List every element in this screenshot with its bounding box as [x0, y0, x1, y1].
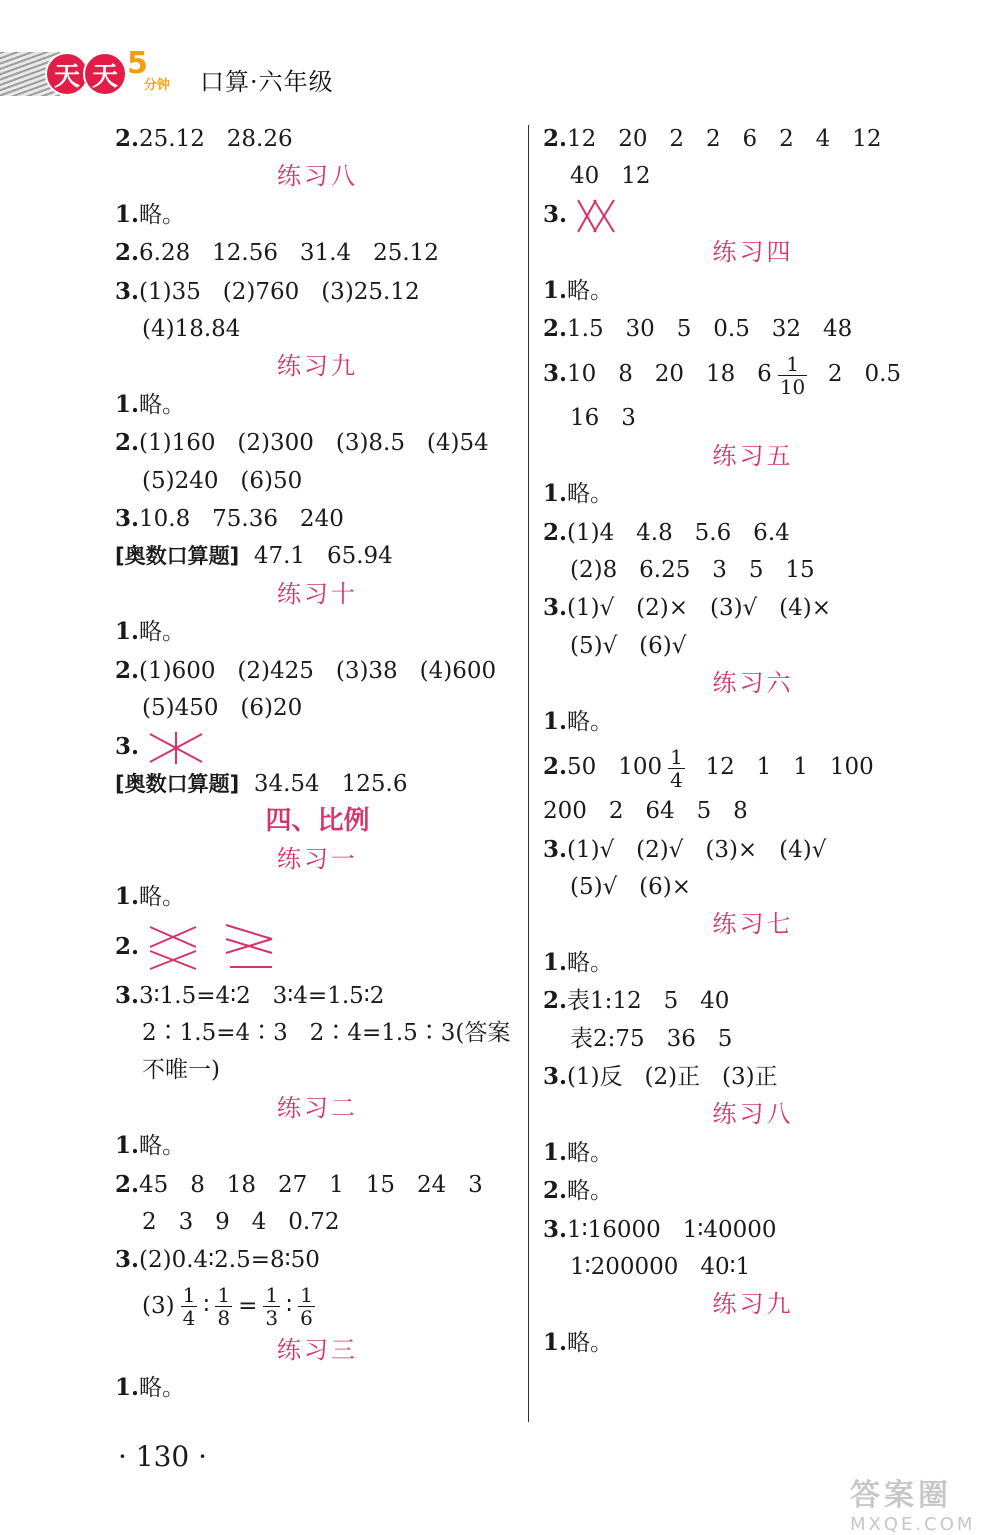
- answer-line: [115, 613, 520, 651]
- watermark-url: MXQE.COM: [850, 1514, 976, 1535]
- book-logo: [45, 45, 170, 96]
- answer-text: 1∶200000 40∶1: [570, 1253, 751, 1280]
- question-number: 1.: [115, 390, 140, 418]
- answer-text: (4)18.84: [142, 316, 241, 343]
- question-number: 2.: [115, 125, 140, 152]
- answer-line: [543, 1324, 963, 1362]
- answer-text: 47.1 65.94: [239, 543, 393, 570]
- question-number: 1.: [115, 200, 140, 228]
- logo-ball: 天: [83, 52, 127, 96]
- section-heading: 练习三: [277, 1335, 358, 1364]
- answer-line: [115, 1204, 520, 1241]
- question-number: 1.: [115, 883, 140, 911]
- answer-line: [543, 1211, 963, 1249]
- answer-text: 1.5 30 5 0.5 32 48: [567, 316, 853, 343]
- ratio-sign: ∶: [203, 1292, 210, 1319]
- answer-text: (2)0.4∶2.5=8∶50: [139, 1247, 320, 1274]
- page-header: [0, 40, 520, 110]
- answer-line: [543, 310, 963, 348]
- answer-line: [115, 652, 520, 690]
- answer-text: (5)√ (6)√: [570, 632, 687, 659]
- answer-line: [115, 977, 520, 1015]
- question-number: 1.: [543, 948, 568, 976]
- section-heading: 练习十: [277, 579, 358, 608]
- fraction: [298, 1284, 315, 1329]
- answer-line: [115, 1369, 520, 1407]
- question-number: 3.: [115, 505, 140, 533]
- book-title: 口算·六年级: [200, 68, 334, 96]
- right-column: [543, 120, 963, 1362]
- answer-text: 1∶16000 1∶40000: [567, 1216, 777, 1243]
- fraction-denominator: 6: [300, 1306, 313, 1331]
- answer-text: 略。: [567, 277, 614, 304]
- answer-line: [115, 1052, 520, 1089]
- answer-line: [543, 1021, 963, 1058]
- answer-line: [543, 348, 963, 400]
- answer-line: [543, 514, 963, 552]
- answer-line: [543, 628, 963, 665]
- answer-text: 略。: [567, 708, 614, 735]
- answer-text: (1)35 (2)760 (3)25.12: [139, 278, 420, 305]
- answer-text: 略。: [567, 481, 614, 508]
- ratio-sign: ∶: [286, 1292, 293, 1319]
- fraction: [215, 1284, 232, 1329]
- answer-text: 12 20 2 2 6 2 4 12: [567, 126, 882, 152]
- answer-text: 25.12 28.26: [139, 126, 293, 152]
- answer-text: 2 3 9 4 0.72: [142, 1208, 340, 1235]
- question-number: 1.: [543, 480, 568, 508]
- answer-text: 略。: [567, 949, 614, 976]
- answer-text: 45 8 18 27 1 15 24 3: [139, 1171, 483, 1198]
- answer-line: [115, 690, 520, 727]
- fraction-numerator: 1: [182, 1283, 196, 1308]
- answer-line: [543, 475, 963, 513]
- fraction: [778, 353, 807, 398]
- question-number: 3.: [115, 277, 140, 305]
- answer-line: [543, 1134, 963, 1172]
- question-number: 2.: [543, 315, 568, 343]
- fraction-denominator: 4: [670, 767, 683, 792]
- answer-text: 3∶1.5=4∶2 3∶4=1.5∶2: [139, 982, 385, 1009]
- answer-line: [115, 878, 520, 916]
- chapter-heading: 四、比例: [265, 806, 370, 837]
- answer-line: [115, 386, 520, 424]
- answer-line: [543, 158, 963, 195]
- question-number: 1.: [543, 707, 568, 735]
- answer-text: (1)4 4.8 5.6 6.4: [567, 519, 790, 546]
- answer-line: [115, 917, 520, 977]
- question-number: 1.: [115, 1132, 140, 1160]
- matching-lines-crossed: [146, 921, 276, 975]
- fraction-numerator: 1: [265, 1283, 279, 1308]
- fraction: [668, 746, 685, 791]
- answer-line: [543, 196, 963, 234]
- watermark-logo: 答案圈: [850, 1478, 952, 1513]
- question-number: 2.: [543, 518, 568, 546]
- answer-line: [543, 1172, 963, 1210]
- section-heading: 练习九: [712, 1290, 794, 1319]
- answer-text: 略。: [139, 619, 186, 646]
- question-number: 1.: [543, 1328, 568, 1356]
- answer-text: 40 12: [570, 163, 651, 190]
- section-heading: 练习五: [712, 441, 794, 470]
- question-number: 2.: [115, 1170, 140, 1198]
- answer-line: [543, 1249, 963, 1286]
- answer-text: 略。: [139, 391, 186, 418]
- answer-text: 略。: [139, 1133, 186, 1160]
- question-number: 1.: [115, 1374, 140, 1402]
- answer-text: 10.8 75.36 240: [139, 506, 344, 533]
- section-heading: 练习一: [277, 844, 358, 873]
- question-number: 2.: [543, 987, 568, 1015]
- column-divider: [528, 125, 529, 1422]
- answer-text: (1)600 (2)425 (3)38 (4)600: [139, 657, 497, 684]
- answer-text: 16 3: [570, 405, 636, 432]
- question-number: 3.: [543, 594, 568, 622]
- answer-text: 略。: [139, 884, 186, 911]
- answer-line: [115, 234, 520, 272]
- question-number: 3.: [115, 1246, 140, 1274]
- answer-line: [543, 272, 963, 310]
- answer-line: [115, 728, 520, 766]
- left-column: [115, 120, 520, 1408]
- answer-text: (1)√ (2)× (3)√ (4)×: [567, 595, 831, 622]
- question-number: 3.: [115, 981, 140, 1009]
- logo-ball: 天: [45, 52, 89, 96]
- answer-text: 200 2 64 5 8: [543, 798, 748, 825]
- section-heading: 练习六: [712, 669, 794, 698]
- equals-sign: =: [238, 1292, 258, 1319]
- question-number: 3.: [543, 1062, 568, 1090]
- question-number: 1.: [543, 1138, 568, 1166]
- answer-line: [115, 1241, 520, 1279]
- answer-line: [115, 196, 520, 234]
- question-number: 3.: [543, 200, 568, 228]
- fraction-numerator: 1: [217, 1283, 231, 1308]
- answer-line: [543, 982, 963, 1020]
- question-number: 3.: [115, 732, 140, 760]
- fraction-numerator: 1: [778, 353, 807, 376]
- mark-line: [226, 925, 272, 939]
- answer-line: [115, 311, 520, 348]
- answer-line: [543, 120, 963, 158]
- fraction: [263, 1284, 280, 1329]
- answer-text: 10 8 20 18 6: [567, 361, 772, 388]
- answer-text: (1)160 (2)300 (3)8.5 (4)54: [139, 430, 489, 457]
- answer-line: [115, 1015, 520, 1052]
- answer-line: [115, 500, 520, 538]
- watermark: [850, 1470, 975, 1535]
- answer-line: [115, 463, 520, 500]
- fraction-numerator: 1: [670, 744, 683, 769]
- fraction-denominator: 4: [182, 1306, 196, 1331]
- question-number: 2.: [543, 125, 568, 152]
- answer-text: 略。: [139, 1375, 186, 1402]
- logo-sub: 分钟: [143, 77, 170, 93]
- question-number: 1.: [543, 276, 568, 304]
- answer-line: [115, 1166, 520, 1204]
- page-number: · 130 ·: [118, 1440, 208, 1473]
- fraction-denominator: 3: [265, 1306, 279, 1331]
- answer-line: [115, 538, 520, 575]
- answer-line: [115, 766, 520, 803]
- answer-text: 2∶1.5=4∶3 2∶4=1.5∶3(答案: [142, 1019, 511, 1046]
- answer-text: 略。: [139, 201, 186, 228]
- question-number: 3.: [543, 360, 568, 388]
- answer-text: (5)√ (6)×: [570, 873, 692, 900]
- answer-text: 50 100: [567, 754, 663, 781]
- answer-line: [543, 741, 963, 793]
- answer-line: [115, 1280, 520, 1332]
- section-heading: 练习二: [277, 1093, 358, 1122]
- fraction-denominator: 8: [217, 1306, 231, 1331]
- answer-text: 不唯一): [142, 1057, 220, 1084]
- answer-line: [543, 793, 963, 830]
- answer-line: [543, 552, 963, 589]
- answer-text: 略。: [567, 1329, 614, 1356]
- answer-text: 略。: [567, 1178, 614, 1205]
- matching-lines-star: [146, 730, 206, 766]
- section-heading: 练习八: [712, 1100, 794, 1129]
- question-number: 2.: [543, 1177, 568, 1205]
- answer-text: 34.54 125.6: [239, 770, 408, 797]
- answer-text: 2 0.5: [813, 361, 902, 388]
- answer-line: [543, 869, 963, 906]
- answer-line: [543, 1058, 963, 1096]
- answer-line: [543, 944, 963, 982]
- logo-five: 5: [127, 45, 148, 81]
- section-heading: 练习八: [277, 162, 358, 191]
- answer-line: [115, 120, 520, 158]
- answer-text: (5)240 (6)50: [142, 467, 303, 494]
- answer-text: (1)√ (2)√ (3)× (4)√: [567, 836, 827, 863]
- question-number: 2.: [115, 429, 140, 457]
- answer-line: [115, 424, 520, 462]
- section-heading: 练习七: [712, 910, 794, 939]
- answer-text: (2)8 6.25 3 5 15: [570, 557, 815, 584]
- answer-line: [115, 1127, 520, 1165]
- question-number: 2.: [115, 239, 140, 267]
- bracket-label: [奥数口算题]: [115, 544, 240, 569]
- question-number: 2.: [543, 753, 568, 781]
- question-number: 3.: [543, 835, 568, 863]
- answer-text: 6.28 12.56 31.4 25.12: [139, 240, 439, 267]
- section-heading: 练习九: [277, 352, 358, 381]
- question-number: 2.: [115, 932, 140, 960]
- fraction: [181, 1284, 198, 1329]
- answer-line: [543, 589, 963, 627]
- matching-lines-double-x: [574, 198, 618, 234]
- answer-line: [543, 400, 963, 437]
- answer-text: 表2:75 36 5: [570, 1025, 733, 1052]
- answer-line: [543, 831, 963, 869]
- answer-text: 表1:12 5 40: [567, 988, 730, 1015]
- answer-text: (3): [142, 1292, 175, 1319]
- section-heading: 练习四: [712, 238, 794, 267]
- question-number: 1.: [115, 618, 140, 646]
- fraction-numerator: 1: [300, 1283, 313, 1308]
- answer-text: 略。: [567, 1139, 614, 1166]
- answer-line: [115, 273, 520, 311]
- answer-text: 12 1 1 100: [690, 754, 874, 781]
- fraction-denominator: 10: [779, 374, 806, 399]
- answer-line: [543, 703, 963, 741]
- question-number: 3.: [543, 1215, 568, 1243]
- answer-text: (5)450 (6)20: [142, 695, 303, 722]
- question-number: 2.: [115, 656, 140, 684]
- answer-text: (1)反 (2)正 (3)正: [567, 1063, 778, 1090]
- bracket-label: [奥数口算题]: [115, 771, 240, 796]
